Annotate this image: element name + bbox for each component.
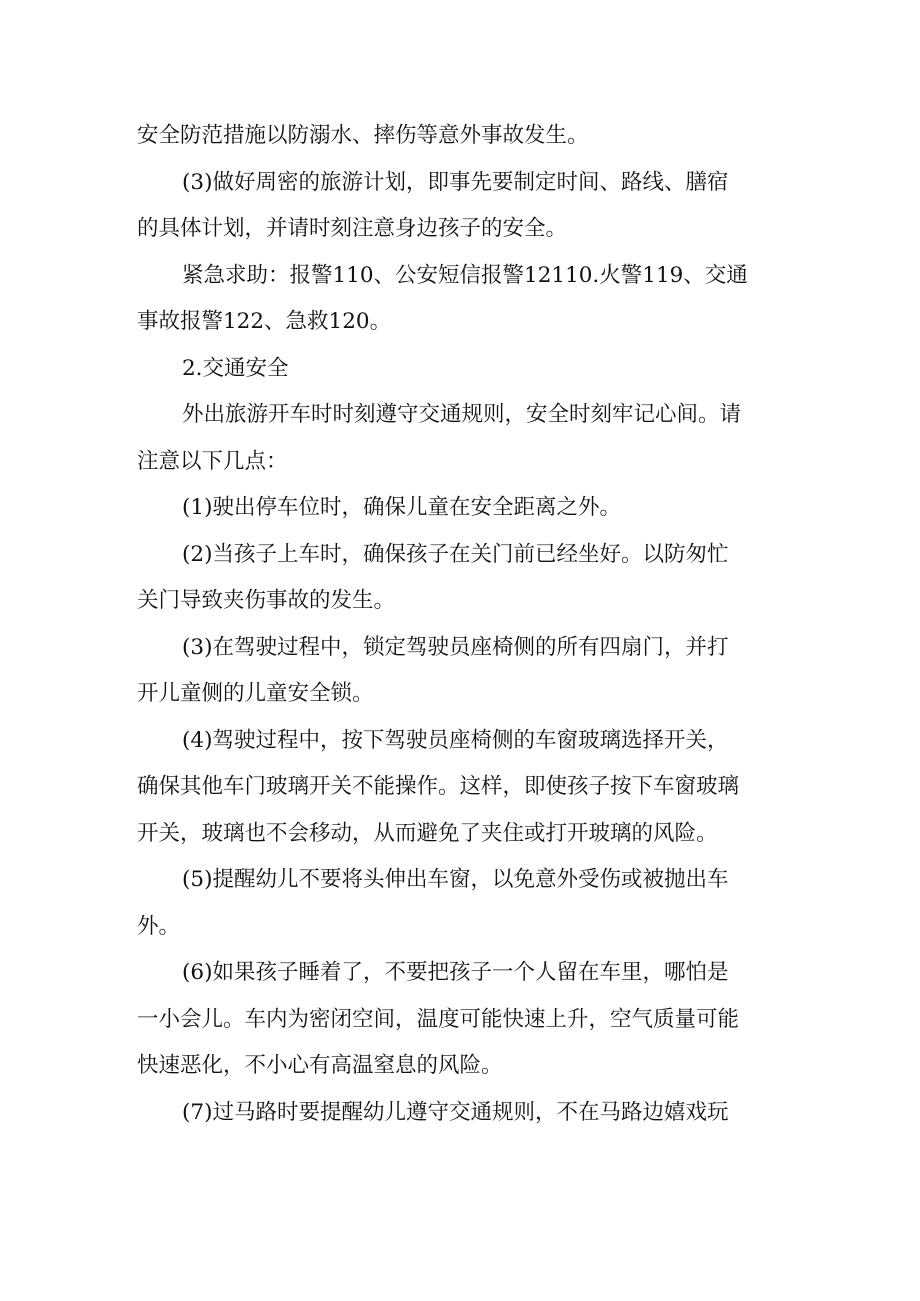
list-item-6 (137, 950, 787, 1090)
text-line: 外。 (137, 913, 181, 939)
section-heading-traffic-safety (137, 346, 787, 393)
section-heading: 2.交通安全 (182, 355, 289, 381)
text-line: 安全防范措施以防溺水、摔伤等意外事故发生。 (137, 123, 589, 148)
text-line: 一小会儿。车内为密闭空间，温度可能快速上升，空气质量可能 (137, 1006, 740, 1032)
text-line: 紧急求助：报警110、公安短信报警12110.火警119、交通 (182, 262, 748, 288)
text-line: (3)做好周密的旅游计划，即事先要制定时间、路线、膳宿 (182, 169, 729, 195)
list-item-3 (137, 625, 787, 718)
text-line: (1)驶出停车位时，确保儿童在安全距离之外。 (182, 495, 621, 520)
text-line: (4)驾驶过程中，按下驾驶员座椅侧的车窗玻璃选择开关， (182, 727, 729, 753)
text-line: 的具体计划，并请时刻注意身边孩子的安全。 (137, 216, 568, 241)
document-body (137, 113, 787, 1136)
text-line: (2)当孩子上车时，确保孩子在关门前已经坐好。以防匆忙 (182, 541, 729, 567)
paragraph-emergency-numbers (137, 253, 787, 346)
list-item-4 (137, 718, 787, 858)
text-line: 事故报警122、急救120。 (137, 309, 392, 334)
text-line: 开儿童侧的儿童安全锁。 (137, 681, 374, 706)
text-line: (7)过马路时要提醒幼儿遵守交通规则，不在马路边嬉戏玩 (182, 1099, 729, 1125)
list-item-1 (137, 485, 787, 532)
text-line: 外出旅游开车时时刻遵守交通规则，安全时刻牢记心间。请 (182, 402, 742, 427)
paragraph-safety-measures (137, 113, 787, 160)
text-line: (5)提醒幼儿不要将头伸出车窗，以免意外受伤或被抛出车 (182, 867, 729, 892)
text-line: (3)在驾驶过程中，锁定驾驶员座椅侧的所有四扇门，并打 (182, 634, 729, 660)
text-line: 关门导致夹伤事故的发生。 (137, 588, 396, 613)
list-item-5 (137, 857, 787, 950)
paragraph-travel-plan (137, 160, 787, 253)
list-item-2 (137, 532, 787, 625)
text-line: 开关，玻璃也不会移动，从而避免了夹住或打开玻璃的风险。 (137, 820, 718, 846)
list-item-7 (137, 1090, 787, 1137)
text-line: (6)如果孩子睡着了，不要把孩子一个人留在车里，哪怕是 (182, 960, 729, 985)
text-line: 注意以下几点： (137, 448, 288, 474)
text-line: 确保其他车门玻璃开关不能操作。这样，即使孩子按下车窗玻璃 (137, 774, 740, 799)
text-line: 快速恶化，不小心有高温窒息的风险。 (137, 1053, 503, 1078)
paragraph-traffic-intro (137, 392, 787, 485)
